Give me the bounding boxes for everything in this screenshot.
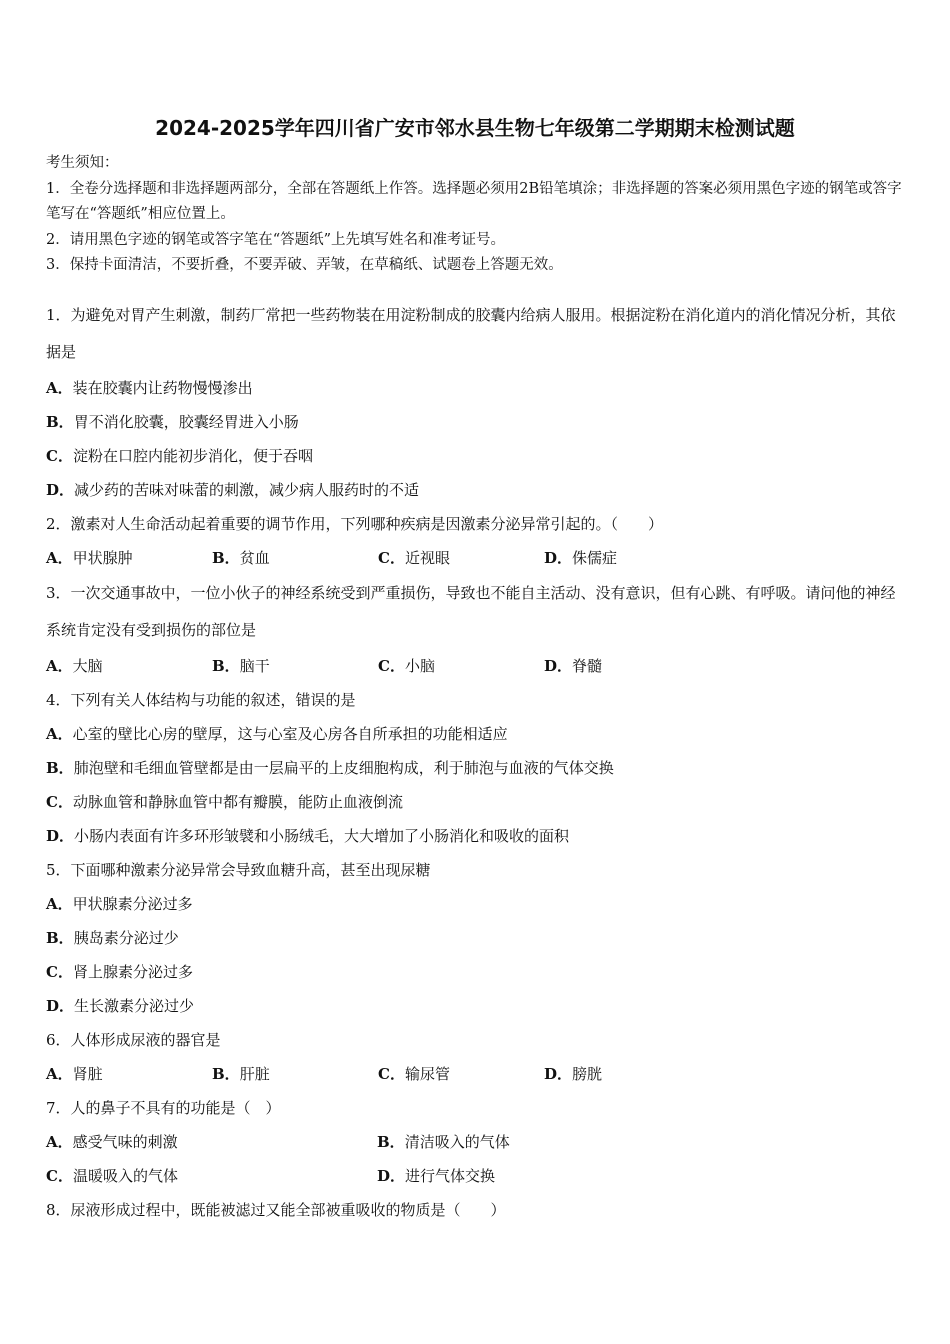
question-1: [46, 297, 906, 507]
option-letter: B．: [46, 413, 74, 431]
option-text: 淀粉在口腔内能初步消化，便于吞咽: [72, 447, 313, 465]
option-c[interactable]: [378, 1057, 544, 1091]
notice-item: 2．请用黑色字迹的钢笔或答字笔在“答题纸”上先填写姓名和准考证号。: [46, 231, 506, 248]
notice-item: 3．保持卡面清洁，不要折叠，不要弄破、弄皱，在草稿纸、试题卷上答题无效。: [46, 257, 563, 273]
option-letter: A．: [46, 1133, 73, 1151]
option-d[interactable]: [46, 819, 906, 853]
option-letter: B．: [212, 1065, 240, 1083]
option-letter: C．: [46, 447, 73, 465]
option-text: 侏儒症: [572, 549, 618, 567]
option-text: 脑干: [239, 657, 270, 675]
option-a[interactable]: [46, 649, 212, 683]
option-text: 动脉血管和静脉血管中都有瓣膜，能防止血液倒流: [72, 793, 403, 811]
option-c[interactable]: [46, 955, 906, 989]
question-stem: 1．为避免对胃产生刺激，制药厂常把一些药物装在用淀粉制成的胶囊内给病人服用。根据淀粉在消化道内的消化情况分析，其依据是: [46, 306, 896, 361]
question-stem: 5．下面哪种激素分泌异常会导致血糖升高，甚至出现尿糖: [46, 861, 431, 879]
option-letter: C．: [46, 963, 73, 981]
exam-notice: [46, 151, 906, 279]
options-row: [46, 541, 906, 575]
option-letter: D．: [544, 657, 573, 675]
page-title: 2024-2025学年四川省广安市邻水县生物七年级第二学期期末检测试题: [155, 116, 795, 140]
option-letter: D．: [544, 549, 573, 567]
option-text: 甲状腺素分泌过多: [72, 895, 193, 913]
question-stem: 3．一次交通事故中，一位小伙子的神经系统受到严重损伤，导致也不能自主活动、没有意识，但有心跳、有呼吸。请问他的神经系统肯定没有受到损伤的部位是: [46, 584, 896, 639]
option-text: 肾上腺素分泌过多: [72, 963, 193, 981]
option-b[interactable]: [46, 921, 906, 955]
option-letter: B．: [46, 759, 74, 777]
option-text: 心室的壁比心房的壁厚，这与心室及心房各自所承担的功能相适应: [72, 725, 508, 743]
option-letter: C．: [46, 1167, 73, 1185]
option-b[interactable]: [212, 541, 378, 575]
option-letter: A．: [46, 657, 73, 675]
option-letter: A．: [46, 1065, 73, 1083]
notice-heading: 考生须知：: [46, 155, 119, 171]
option-b[interactable]: [46, 405, 906, 439]
option-text: 肺泡壁和毛细血管壁都是由一层扁平的上皮细胞构成，利于肺泡与血液的气体交换: [73, 759, 614, 777]
option-text: 贫血: [239, 549, 270, 567]
option-letter: D．: [544, 1065, 573, 1083]
option-b[interactable]: [377, 1125, 708, 1159]
question-list: [46, 297, 906, 1243]
option-a[interactable]: [46, 1057, 212, 1091]
option-letter: B．: [377, 1133, 405, 1151]
option-text: 肾脏: [72, 1065, 103, 1083]
option-a[interactable]: [46, 887, 906, 921]
option-text: 减少药的苦味对味蕾的刺激，减少病人服药时的不适: [74, 481, 420, 499]
option-c[interactable]: [378, 541, 544, 575]
option-text: 胃不消化胶囊，胶囊经胃进入小肠: [73, 413, 299, 431]
option-d[interactable]: [544, 649, 710, 683]
option-a[interactable]: [46, 541, 212, 575]
option-text: 甲状腺肿: [72, 549, 133, 567]
option-letter: B．: [212, 549, 240, 567]
option-c[interactable]: [46, 439, 906, 473]
option-text: 小肠内表面有许多环形皱襞和小肠绒毛，大大增加了小肠消化和吸收的面积: [74, 827, 570, 845]
option-text: 感受气味的刺激: [72, 1133, 178, 1151]
option-letter: A．: [46, 725, 73, 743]
option-letter: D．: [46, 997, 75, 1015]
option-letter: D．: [46, 481, 75, 499]
question-stem: 8．尿液形成过程中，既能被滤过又能全部被重吸收的物质是（ ）: [46, 1201, 506, 1219]
option-text: 胰岛素分泌过少: [73, 929, 179, 947]
options-row: [46, 1159, 906, 1193]
option-text: 装在胶囊内让药物慢慢渗出: [72, 379, 253, 397]
question-stem: 7．人的鼻子不具有的功能是（ ）: [46, 1099, 281, 1117]
option-b[interactable]: [46, 751, 906, 785]
option-letter: B．: [46, 929, 74, 947]
option-d[interactable]: [544, 541, 710, 575]
option-text: 大脑: [72, 657, 103, 675]
notice-item: 1．全卷分选择题和非选择题两部分，全部在答题纸上作答。选择题必须用2B铅笔填涂；非选择题的答案必须用黑色字迹的钢笔或答字笔写在“答题纸”相应位置上。: [46, 180, 902, 222]
option-a[interactable]: [46, 717, 906, 751]
option-text: 进行气体交换: [405, 1167, 496, 1185]
option-a[interactable]: [46, 1125, 377, 1159]
option-b[interactable]: [212, 1057, 378, 1091]
options-row: [46, 1057, 906, 1091]
option-letter: B．: [212, 657, 240, 675]
option-letter: D．: [377, 1167, 406, 1185]
options-row: [46, 1125, 906, 1159]
option-d[interactable]: [544, 1057, 710, 1091]
question-4: [46, 683, 906, 853]
option-letter: C．: [378, 549, 405, 567]
option-letter: C．: [378, 657, 405, 675]
option-text: 小脑: [404, 657, 435, 675]
option-text: 清洁吸入的气体: [404, 1133, 510, 1151]
option-letter: C．: [46, 793, 73, 811]
option-text: 温暖吸入的气体: [72, 1167, 178, 1185]
option-a[interactable]: [46, 371, 906, 405]
question-stem: 4．下列有关人体结构与功能的叙述，错误的是: [46, 691, 356, 709]
option-letter: D．: [46, 827, 75, 845]
option-d[interactable]: [46, 989, 906, 1023]
option-letter: A．: [46, 379, 73, 397]
options-row: [46, 649, 906, 683]
option-text: 生长激素分泌过少: [74, 997, 195, 1015]
option-letter: C．: [378, 1065, 405, 1083]
option-letter: A．: [46, 549, 73, 567]
question-stem: 6．人体形成尿液的器官是: [46, 1031, 221, 1049]
question-6: [46, 1023, 906, 1091]
option-c[interactable]: [46, 1159, 377, 1193]
question-3: [46, 575, 906, 683]
option-text: 脊髓: [572, 657, 603, 675]
option-text: 近视眼: [404, 549, 450, 567]
question-7: [46, 1091, 906, 1193]
option-c[interactable]: [46, 785, 906, 819]
question-2: [46, 507, 906, 575]
question-8: [46, 1193, 906, 1227]
option-d[interactable]: [377, 1159, 708, 1193]
option-d[interactable]: [46, 473, 906, 507]
question-5: [46, 853, 906, 1023]
option-c[interactable]: [378, 649, 544, 683]
option-text: 肝脏: [239, 1065, 270, 1083]
option-letter: A．: [46, 895, 73, 913]
question-stem: 2．激素对人生命活动起着重要的调节作用，下列哪种疾病是因激素分泌异常引起的。（ ）: [46, 515, 664, 533]
option-text: 输尿管: [404, 1065, 450, 1083]
option-text: 膀胱: [572, 1065, 603, 1083]
option-b[interactable]: [212, 649, 378, 683]
